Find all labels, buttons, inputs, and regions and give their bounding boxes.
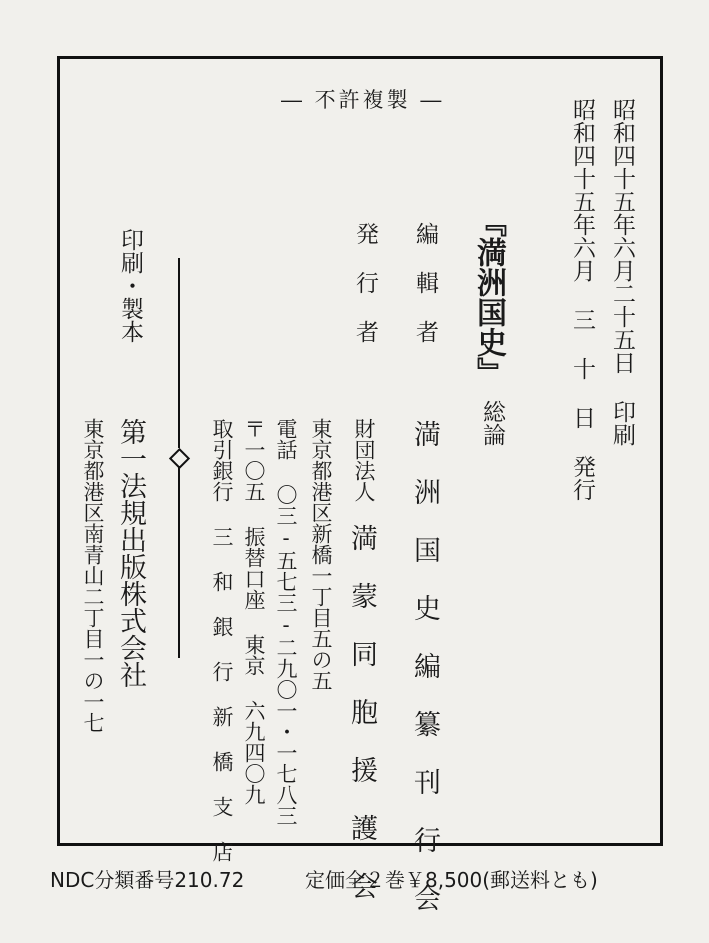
- publisher-name: 満 蒙 同 胞 援 護 会: [346, 524, 377, 899]
- publisher-phone: 電話 〇三‐五七三‐二九〇一・一七八三: [274, 418, 298, 826]
- print-date: 昭和四十五年六月二十五日 印刷: [609, 98, 635, 446]
- publisher-bank: 取引銀行 三 和 銀 行 新 橋 支 店: [210, 418, 234, 862]
- price: 定価全２巻￥8,500(郵送料とも): [305, 868, 598, 892]
- printer-address: 東京都港区南青山二丁目一の一七: [81, 418, 105, 733]
- publisher-address: 東京都港区新橋一丁目五の五: [309, 418, 333, 691]
- copyright-notice: ― 不許複製 ―: [281, 88, 445, 112]
- issue-date: 昭和四十五年六月 三 十 日 発行: [569, 98, 595, 501]
- editor-role: 編 輯 者: [412, 222, 438, 343]
- divider-line-bottom: [178, 466, 180, 658]
- publisher-type: 財団法人: [352, 418, 376, 502]
- divider-line-top: [178, 258, 180, 448]
- book-title: 『満洲国史』: [471, 207, 506, 387]
- printer-role: 印刷・製本: [117, 228, 143, 343]
- ndc-classification: NDC分類番号210.72: [50, 868, 245, 892]
- book-subtitle: 総論: [479, 400, 505, 446]
- publisher-role: 発 行 者: [352, 222, 378, 343]
- printer-name: 第一法規出版株式会社: [115, 418, 146, 688]
- editor-name: 満 洲 国 史 編 纂 刊 行 会: [409, 420, 440, 911]
- publisher-postal-transfer: 〒一〇五 振替口座 東京 六九四〇九: [242, 418, 266, 805]
